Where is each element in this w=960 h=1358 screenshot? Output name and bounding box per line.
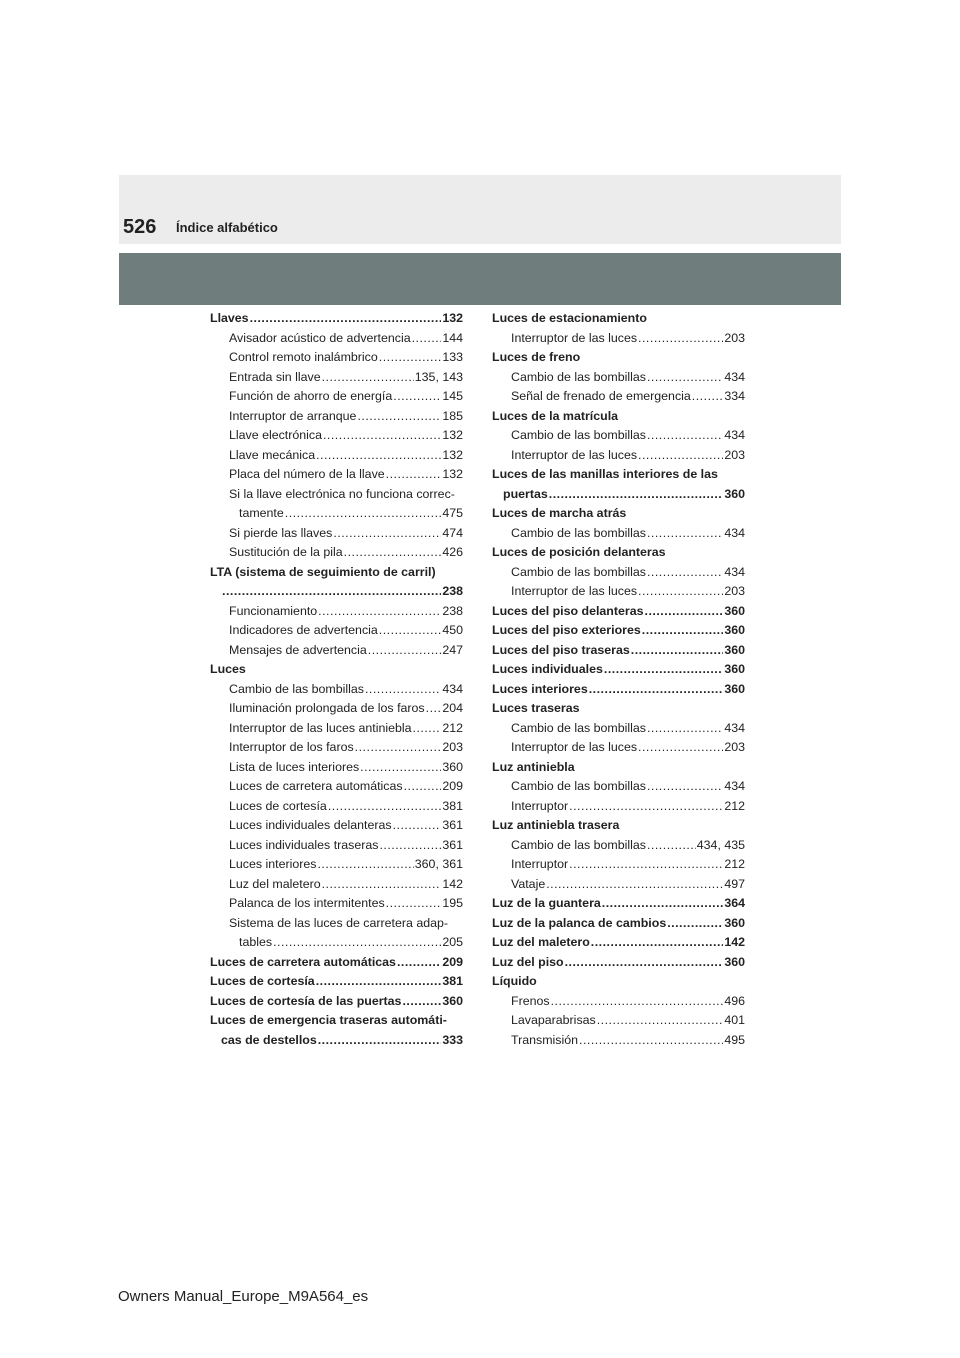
index-entry bbox=[210, 972, 463, 992]
leader-dots bbox=[285, 504, 442, 524]
footer-manual-id: Owners Manual_Europe_M9A564_es bbox=[118, 1288, 369, 1305]
entry-text: Iluminación prolongada de los faros bbox=[229, 701, 425, 715]
entry-text: Luz antiniebla bbox=[492, 759, 575, 774]
entry-text: Funcionamiento bbox=[229, 603, 318, 618]
page-ref[interactable]: 185 bbox=[442, 408, 463, 423]
leader-dots bbox=[222, 582, 441, 602]
leader-dots bbox=[386, 894, 442, 914]
page-ref[interactable]: 434 bbox=[724, 779, 745, 793]
leader-dots bbox=[413, 719, 442, 739]
leader-dots bbox=[647, 563, 723, 583]
leader-dots bbox=[318, 1031, 442, 1051]
index-entry bbox=[492, 758, 745, 778]
index-subentry bbox=[492, 1031, 745, 1051]
leader-dots bbox=[565, 953, 724, 973]
page-ref[interactable]: 434 bbox=[442, 681, 463, 696]
page-ref[interactable]: 334 bbox=[724, 389, 745, 403]
page-ref[interactable]: 360 bbox=[724, 486, 745, 501]
entry-text: Interruptor de las luces bbox=[511, 584, 638, 598]
page-ref[interactable]: 247 bbox=[442, 642, 463, 657]
page-ref[interactable]: 381 bbox=[442, 974, 463, 988]
page-ref[interactable]: 203 bbox=[724, 584, 745, 598]
entry-text: Líquido bbox=[492, 974, 537, 988]
index-subentry bbox=[492, 719, 745, 739]
leader-dots bbox=[647, 719, 723, 739]
index-entry bbox=[492, 621, 745, 641]
index-subentry bbox=[492, 1011, 745, 1031]
index-entry bbox=[210, 660, 463, 680]
entry-text: Lavaparabrisas bbox=[511, 1013, 596, 1027]
index-subentry bbox=[210, 368, 463, 388]
index-entry bbox=[492, 660, 745, 680]
page-ref[interactable]: 203 bbox=[724, 447, 745, 462]
entry-text: Luces de estacionamiento bbox=[492, 311, 647, 325]
entry-text: Mensajes de advertencia bbox=[229, 642, 367, 657]
index-entry bbox=[210, 992, 463, 1012]
page-ref[interactable]: 434 bbox=[724, 369, 745, 384]
leader-dots bbox=[546, 875, 723, 895]
page-ref[interactable]: 360 bbox=[724, 954, 745, 969]
index-subentry bbox=[210, 387, 463, 407]
page-ref[interactable]: 145 bbox=[442, 389, 463, 403]
leader-dots bbox=[638, 738, 723, 758]
entry-text: Indicadores de advertencia bbox=[229, 623, 378, 637]
entry-text: Cambio de las bombillas bbox=[511, 837, 646, 852]
index-subentry bbox=[492, 387, 745, 407]
index-subentry bbox=[210, 621, 463, 641]
entry-text: Luces de carretera automáticas bbox=[210, 954, 396, 969]
entry-text: tables bbox=[239, 935, 273, 949]
leader-dots bbox=[404, 777, 442, 797]
index-entry bbox=[492, 972, 745, 992]
index-subentry bbox=[210, 758, 463, 778]
index-subentry bbox=[210, 602, 463, 622]
index-entry bbox=[492, 894, 745, 914]
entry-text: Control remoto inalámbrico bbox=[229, 350, 378, 364]
leader-dots bbox=[393, 387, 441, 407]
entry-text: Si pierde las llaves bbox=[229, 525, 333, 540]
leader-dots bbox=[589, 680, 724, 700]
index-subentry bbox=[210, 875, 463, 895]
page-ref[interactable]: 434, 435 bbox=[696, 837, 745, 852]
leader-dots bbox=[386, 465, 442, 485]
entry-text: Luz antiniebla trasera bbox=[492, 818, 620, 832]
index-entry bbox=[492, 504, 745, 524]
index-subentry bbox=[210, 524, 463, 544]
index-entry bbox=[492, 953, 745, 973]
entry-text: Luces individuales delanteras bbox=[229, 818, 392, 832]
section-title: Índice alfabético bbox=[176, 220, 278, 235]
index-subentry bbox=[492, 329, 745, 349]
index-entry bbox=[492, 699, 745, 719]
leader-dots bbox=[647, 426, 723, 446]
page-ref[interactable]: 434 bbox=[724, 428, 745, 442]
leader-dots bbox=[645, 602, 724, 622]
index-entry bbox=[492, 407, 745, 427]
entry-text: cas de destellos bbox=[221, 1032, 317, 1047]
index-subentry bbox=[210, 738, 463, 758]
index-subentry bbox=[210, 407, 463, 427]
entry-text: Llave electrónica bbox=[229, 428, 322, 442]
page-ref[interactable]: 132 bbox=[442, 311, 463, 325]
index-entry bbox=[210, 953, 463, 973]
entry-text: Si la llave electrónica no funciona correc- bbox=[229, 486, 455, 501]
entry-text: Cambio de las bombillas bbox=[511, 525, 646, 540]
page-ref[interactable]: 142 bbox=[442, 876, 463, 891]
entry-text: Interruptor bbox=[511, 798, 569, 813]
entry-text: Luz del piso bbox=[492, 954, 564, 969]
leader-dots bbox=[368, 641, 442, 661]
leader-dots bbox=[631, 641, 724, 661]
entry-text: Luces de cortesía bbox=[210, 974, 315, 988]
page-ref[interactable]: 401 bbox=[724, 1013, 745, 1027]
entry-text: Interruptor de las luces bbox=[511, 330, 638, 345]
entry-text: Luces de emergencia traseras automáti- bbox=[210, 1013, 447, 1027]
leader-dots bbox=[328, 797, 442, 817]
index-entry bbox=[492, 348, 745, 368]
entry-text: Luces traseras bbox=[492, 701, 580, 715]
entry-text: Interruptor de las luces bbox=[511, 447, 638, 462]
index-entry bbox=[492, 465, 745, 485]
index-column-right bbox=[492, 309, 745, 1050]
entry-text: Luces individuales traseras bbox=[229, 837, 379, 852]
entry-text: Luz de la guantera bbox=[492, 896, 601, 910]
entry-text: Luces de las manillas interiores de las bbox=[492, 467, 718, 481]
index-subentry bbox=[210, 543, 463, 563]
page-ref[interactable]: 450 bbox=[442, 623, 463, 637]
entry-text: Función de ahorro de energía bbox=[229, 389, 393, 403]
leader-dots bbox=[638, 582, 723, 602]
page-ref[interactable]: 364 bbox=[724, 896, 745, 910]
index-subentry bbox=[492, 582, 745, 602]
page-ref[interactable]: 204 bbox=[442, 701, 463, 715]
leader-dots bbox=[379, 836, 441, 856]
entry-text: Placa del número de la llave bbox=[229, 467, 385, 481]
index-subentry bbox=[210, 426, 463, 446]
index-subentry bbox=[492, 563, 745, 583]
entry-text: Cambio de las bombillas bbox=[511, 720, 646, 735]
entry-text: Frenos bbox=[511, 993, 550, 1008]
leader-dots bbox=[360, 758, 441, 778]
page-number: 526 bbox=[123, 216, 157, 238]
page-ref[interactable]: 360 bbox=[442, 993, 463, 1008]
entry-text: tamente bbox=[239, 506, 284, 520]
index-entry bbox=[492, 680, 745, 700]
index-subentry bbox=[210, 719, 463, 739]
leader-dots bbox=[549, 485, 724, 505]
leader-dots bbox=[273, 933, 441, 953]
page-ref[interactable]: 497 bbox=[724, 876, 745, 891]
entry-text: Luces interiores bbox=[492, 681, 588, 696]
index-entry bbox=[210, 309, 463, 329]
entry-text: Llaves bbox=[210, 311, 249, 325]
entry-text: Luces de la matrícula bbox=[492, 408, 619, 423]
entry-text: Sustitución de la pila bbox=[229, 545, 343, 559]
index-subentry-continuation bbox=[210, 933, 463, 953]
page-ref[interactable]: 212 bbox=[724, 798, 745, 813]
leader-dots bbox=[642, 621, 724, 641]
entry-text: Interruptor de arranque bbox=[229, 408, 357, 423]
leader-dots bbox=[344, 543, 442, 563]
page-ref[interactable]: 360 bbox=[724, 681, 745, 696]
leader-dots bbox=[647, 524, 723, 544]
page-ref[interactable]: 212 bbox=[442, 720, 463, 735]
page-ref[interactable]: 212 bbox=[724, 857, 745, 871]
leader-dots bbox=[357, 407, 441, 427]
page-ref[interactable]: 360 bbox=[724, 915, 745, 930]
index-subentry bbox=[492, 992, 745, 1012]
entry-text: Lista de luces interiores bbox=[229, 759, 360, 774]
index-subentry-continuation bbox=[210, 504, 463, 524]
index-subentry bbox=[210, 446, 463, 466]
index-entry-continuation bbox=[492, 485, 745, 505]
index-subentry bbox=[492, 875, 745, 895]
page-ref[interactable]: 205 bbox=[442, 935, 463, 949]
index-subentry bbox=[210, 348, 463, 368]
entry-text: Cambio de las bombillas bbox=[511, 369, 646, 384]
index-subentry bbox=[210, 485, 463, 505]
page-ref[interactable]: 360, 361 bbox=[414, 857, 463, 871]
entry-text: Cambio de las bombillas bbox=[511, 564, 646, 579]
page-ref[interactable]: 434 bbox=[724, 720, 745, 735]
entry-text: Interruptor de las luces antiniebla bbox=[229, 720, 412, 735]
index-entry bbox=[492, 933, 745, 953]
page-ref[interactable]: 203 bbox=[442, 740, 463, 754]
entry-text: Luces de cortesía bbox=[229, 798, 327, 813]
entry-text: Luces individuales bbox=[492, 662, 603, 676]
page-ref[interactable]: 144 bbox=[442, 330, 463, 345]
page-ref[interactable]: 203 bbox=[724, 330, 745, 345]
entry-text: Luces de cortesía de las puertas bbox=[210, 993, 402, 1008]
leader-dots bbox=[365, 680, 441, 700]
page-ref[interactable]: 135, 143 bbox=[414, 369, 463, 384]
entry-text: Luces del piso traseras bbox=[492, 642, 630, 657]
index-subentry bbox=[210, 894, 463, 914]
index-entry-continuation bbox=[210, 582, 463, 602]
entry-text: puertas bbox=[503, 486, 548, 501]
leader-dots bbox=[379, 348, 442, 368]
leader-dots bbox=[638, 329, 723, 349]
entry-text: Interruptor de los faros bbox=[229, 740, 354, 754]
index-entry-continuation bbox=[210, 1031, 463, 1051]
leader-dots bbox=[602, 894, 724, 914]
leader-dots bbox=[638, 446, 723, 466]
index-subentry bbox=[210, 680, 463, 700]
index-subentry bbox=[492, 368, 745, 388]
entry-text: Interruptor de las luces bbox=[511, 740, 638, 754]
page-ref[interactable]: 133 bbox=[442, 350, 463, 364]
page-ref[interactable]: 360 bbox=[724, 623, 745, 637]
page-ref[interactable]: 238 bbox=[442, 584, 463, 598]
page-ref[interactable]: 333 bbox=[442, 1032, 463, 1047]
entry-text: Luz del maletero bbox=[492, 935, 590, 949]
index-subentry bbox=[210, 914, 463, 934]
leader-dots bbox=[604, 660, 723, 680]
entry-text: Avisador acústico de advertencia bbox=[229, 330, 411, 345]
page-ref[interactable]: 132 bbox=[442, 467, 463, 481]
entry-text: Cambio de las bombillas bbox=[511, 779, 646, 793]
entry-text: Entrada sin llave bbox=[229, 369, 321, 384]
entry-text: Luz del maletero bbox=[229, 876, 321, 891]
index-column-left bbox=[210, 309, 463, 1050]
entry-text: Luces de posición delanteras bbox=[492, 545, 666, 559]
leader-dots bbox=[322, 875, 442, 895]
index-entry bbox=[492, 641, 745, 661]
entry-text: Luces de carretera automáticas bbox=[229, 779, 403, 793]
page-ref[interactable]: 361 bbox=[442, 818, 463, 832]
page-ref[interactable]: 434 bbox=[724, 525, 745, 540]
page-ref[interactable]: 360 bbox=[442, 759, 463, 774]
leader-dots bbox=[597, 1011, 724, 1031]
index-subentry bbox=[210, 699, 463, 719]
index-subentry bbox=[210, 641, 463, 661]
page-ref[interactable]: 361 bbox=[442, 837, 463, 852]
index-entry bbox=[492, 543, 745, 563]
page-ref[interactable]: 209 bbox=[442, 954, 463, 969]
page-ref[interactable]: 475 bbox=[442, 506, 463, 520]
leader-dots bbox=[667, 914, 723, 934]
section-bar bbox=[119, 253, 841, 305]
index-subentry bbox=[492, 797, 745, 817]
page-ref[interactable]: 132 bbox=[442, 428, 463, 442]
page-ref[interactable]: 142 bbox=[724, 935, 745, 949]
page-ref[interactable]: 495 bbox=[724, 1032, 745, 1047]
page-ref[interactable]: 195 bbox=[442, 896, 463, 910]
page-ref[interactable]: 238 bbox=[442, 603, 463, 618]
entry-text: Vataje bbox=[511, 876, 546, 891]
entry-text: Palanca de los intermitentes bbox=[229, 896, 385, 910]
page-ref[interactable]: 434 bbox=[724, 564, 745, 579]
index-subentry bbox=[210, 465, 463, 485]
leader-dots bbox=[316, 446, 441, 466]
page-ref[interactable]: 474 bbox=[442, 525, 463, 540]
leader-dots bbox=[317, 855, 413, 875]
entry-text: Luz de la palanca de cambios bbox=[492, 915, 667, 930]
leader-dots bbox=[647, 368, 723, 388]
leader-dots bbox=[333, 524, 441, 544]
index-subentry bbox=[210, 777, 463, 797]
entry-text: Sistema de las luces de carretera adap- bbox=[229, 915, 449, 930]
entry-text: Cambio de las bombillas bbox=[511, 428, 646, 442]
entry-text: Interruptor bbox=[511, 857, 569, 871]
leader-dots bbox=[647, 836, 696, 856]
index-subentry bbox=[492, 426, 745, 446]
leader-dots bbox=[426, 699, 442, 719]
entry-text: Luces de freno bbox=[492, 350, 581, 364]
entry-text: Señal de frenado de emergencia bbox=[511, 389, 691, 403]
leader-dots bbox=[569, 855, 723, 875]
page-ref[interactable]: 209 bbox=[442, 779, 463, 793]
index-entry bbox=[492, 914, 745, 934]
entry-text: Luces del piso exteriores bbox=[492, 623, 641, 637]
leader-dots bbox=[579, 1031, 723, 1051]
entry-text: Cambio de las bombillas bbox=[229, 681, 364, 696]
page-ref[interactable]: 496 bbox=[724, 993, 745, 1008]
leader-dots bbox=[379, 621, 442, 641]
index-subentry bbox=[210, 797, 463, 817]
page-ref[interactable]: 360 bbox=[724, 662, 745, 676]
page-ref[interactable]: 426 bbox=[442, 545, 463, 559]
entry-text: Luces interiores bbox=[229, 857, 317, 871]
leader-dots bbox=[250, 309, 442, 329]
leader-dots bbox=[355, 738, 442, 758]
entry-text: LTA (sistema de seguimiento de carril) bbox=[210, 564, 436, 579]
page-ref[interactable]: 203 bbox=[724, 740, 745, 754]
index-subentry bbox=[492, 524, 745, 544]
leader-dots bbox=[591, 933, 724, 953]
leader-dots bbox=[393, 816, 442, 836]
leader-dots bbox=[397, 953, 441, 973]
index-entry bbox=[492, 816, 745, 836]
index-entry bbox=[492, 602, 745, 622]
entry-text: Luces de marcha atrás bbox=[492, 506, 627, 520]
leader-dots bbox=[322, 368, 414, 388]
index-subentry bbox=[492, 777, 745, 797]
leader-dots bbox=[647, 777, 723, 797]
index-subentry bbox=[492, 446, 745, 466]
entry-text: Llave mecánica bbox=[229, 447, 316, 462]
page-ref[interactable]: 381 bbox=[442, 798, 463, 813]
index-subentry bbox=[492, 738, 745, 758]
leader-dots bbox=[692, 387, 724, 407]
leader-dots bbox=[569, 797, 723, 817]
page-ref[interactable]: 360 bbox=[724, 642, 745, 657]
index-subentry bbox=[210, 329, 463, 349]
leader-dots bbox=[412, 329, 442, 349]
index-subentry bbox=[492, 836, 745, 856]
leader-dots bbox=[316, 972, 442, 992]
index-entry bbox=[210, 563, 463, 583]
index-subentry bbox=[210, 855, 463, 875]
entry-text: Transmisión bbox=[511, 1032, 579, 1047]
page-ref[interactable]: 132 bbox=[442, 447, 463, 462]
leader-dots bbox=[551, 992, 724, 1012]
leader-dots bbox=[318, 602, 441, 622]
page-ref[interactable]: 360 bbox=[724, 603, 745, 618]
entry-text: Luces bbox=[210, 662, 246, 676]
index-subentry bbox=[492, 855, 745, 875]
index-subentry bbox=[210, 816, 463, 836]
entry-text: Luces del piso delanteras bbox=[492, 603, 644, 618]
index-entry bbox=[210, 1011, 463, 1031]
leader-dots bbox=[402, 992, 441, 1012]
index-entry bbox=[492, 309, 745, 329]
index-subentry bbox=[210, 836, 463, 856]
leader-dots bbox=[323, 426, 441, 446]
